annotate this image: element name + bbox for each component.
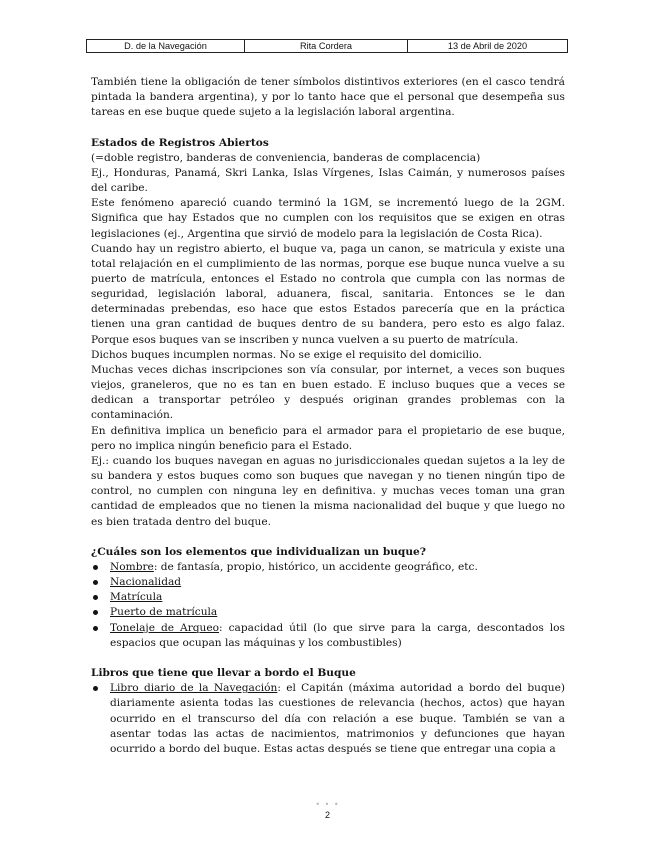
paragraph: Este fenómeno apareció cuando terminó la 1GM, se incrementó luego de la 2GM. Significa que hay Estados que no cumplen con los requisitos que se exigen en otras legislaciones (ej., Argentina que sirvió de modelo para la legislación de Costa Rica). [91,197,565,240]
spacer [91,120,565,135]
elements-list [91,560,565,651]
section-title-libros: Libros que tiene que llevar a bordo el Buque [91,667,356,680]
list-item [91,590,565,605]
intro-paragraph: También tiene la obligación de tener símbolos distintivos exteriores (en el casco tendrá pintada la bandera argentina), y por lo tanto hace que el personal que desempeña sus tareas en ese buque quede sujeto a la legislación laboral argentina. [91,76,565,119]
page-number: 2 [324,810,330,820]
paragraph: Muchas veces dichas inscripciones son vía consular, por internet, a veces son buques viejos, graneleros, que no es tan en buen estado. E incluso buques que a veces se dedican a transportar petróleo y después originan grandes problemas con la contaminación. [91,363,565,422]
footer-dots: • • • [315,800,340,809]
spacer [91,651,565,666]
item-term: Matrícula [110,591,163,604]
paragraph: En definitiva implica un beneficio para el armador para el propietario de ese buque, pero no implica ningún beneficio para el Estado. [91,424,565,452]
section-title-registros: Estados de Registros Abiertos [91,136,269,149]
list-item [91,621,565,651]
header-author: Rita Cordera [245,40,408,52]
section-title-elementos: ¿Cuáles son los elementos que individualizan un buque? [91,545,426,558]
paragraph: Ej., Honduras, Panamá, Skri Lanka, Islas Vírgenes, Islas Caimán, y numerosos países del caribe. [91,166,565,195]
spacer [91,530,565,545]
list-item [91,681,565,757]
item-desc: : el Capitán (máxima autoridad a bordo del buque) diariamente asienta todas las cuestiones de relevancia (hechos, actos) que hayan ocurrido en el transcurso del día con relación a ese buque. También se van a asentar todas las actas de nacimientos, matrimonios y defunciones que hayan ocurrido a bordo del buque. Estas actas después se tiene que entregar una copia a [110,682,565,755]
paragraph: Cuando hay un registro abierto, el buque va, paga un canon, se matricula y existe una total relajación en el cumplimiento de las normas, porque ese buque nunca vuelve a su puerto de matrícula, entonces el Estado no controla que cumpla con las normas de seguridad, legislación laboral, aduanera, fiscal, sanitaria. Entonces se le dan determinadas prebendas, eso hace que estos Estados parecería que en la práctica tienen una gran cantidad de buques dentro de su bandera, pero esto es algo falaz. Porque esos buques van se inscriben y nunca vuelven a su puerto de matrícula. [91,242,565,346]
list-item [91,560,565,575]
list-item [91,575,565,590]
item-term: Nacionalidad [110,576,182,589]
item-term: Libro diario de la Navegación [110,682,278,695]
header-date: 13 de Abril de 2020 [447,41,528,51]
page-footer [0,800,655,821]
paragraph: Dichos buques incumplen normas. No se exige el requisito del domicilio. [91,348,482,361]
header-subject: D. de la Navegación [87,40,245,52]
list-item [91,605,565,620]
item-term: Tonelaje de Arqueo [110,621,220,634]
item-desc: : de fantasía, propio, histórico, un accidente geográfico, etc. [153,560,478,573]
paragraph: Ej.: cuando los buques navegan en aguas no jurisdiccionales quedan sujetos a la ley de su bandera y estos buques como son buques que navegan y no tienen ningún tipo de control, no cumplen con ninguna ley en definitiva. y muchas veces toman una gran cantidad de empleados que no tienen la misma nacionalidad del buque y que luego no es bien tratada dentro del buque. [91,454,565,528]
page-header [86,39,568,53]
document-body [91,75,565,757]
books-list [91,681,565,757]
item-term: Nombre [110,560,154,573]
paragraph: (=doble registro, banderas de conveniencia, banderas de complacencia) [91,151,481,164]
item-desc: : capacidad útil (lo que sirve para la carga, descontados los espacios que ocupan las máquinas y los combustibles) [110,621,565,649]
item-term: Puerto de matrícula [110,606,218,619]
